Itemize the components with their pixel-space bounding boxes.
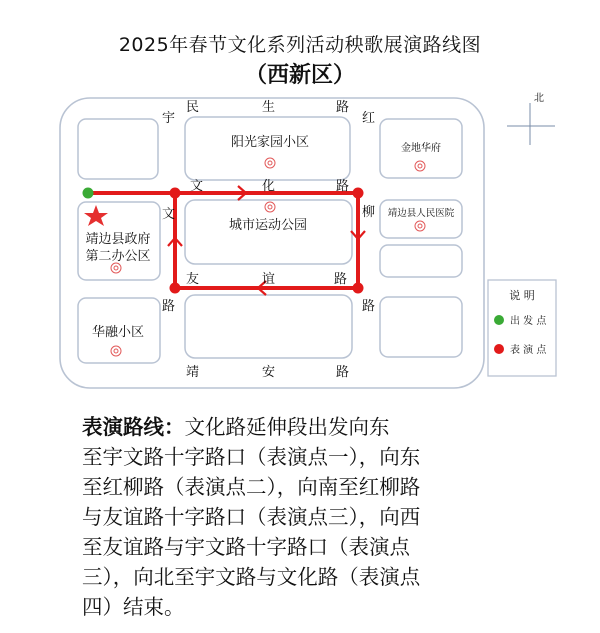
road-label: 路	[336, 179, 350, 194]
description-text: 文化路延伸段出发向东	[184, 415, 390, 439]
road-label: 路	[162, 299, 176, 314]
map-title: 2025年春节文化系列活动秧歌展演路线图	[118, 34, 482, 56]
place-label-huarong: 华融小区	[91, 325, 145, 340]
road-label: 红	[362, 111, 376, 126]
description-line: 至宇文路十字路口（表演点一），向东	[82, 445, 421, 469]
road-label: 生	[262, 100, 276, 115]
compass-icon	[507, 92, 555, 145]
road-label: 文	[190, 179, 204, 194]
block	[78, 119, 158, 179]
description-line: 至红柳路（表演点二），向南至红柳路	[82, 475, 421, 499]
road-label: 靖	[186, 365, 200, 380]
description-line: 至友谊路与宇文路十字路口（表演点	[82, 535, 410, 559]
road-label: 安	[262, 365, 276, 380]
legend-perform-swatch	[494, 344, 504, 354]
road-label: 化	[262, 179, 276, 194]
legend	[488, 280, 556, 376]
road-label: 路	[336, 100, 350, 115]
road-label: 友	[186, 272, 200, 287]
description-heading: 表演路线：	[82, 415, 185, 439]
place-label-zhengfu-2: 第二办公区	[85, 249, 151, 264]
place-label-gongyuan: 城市运动公园	[228, 218, 308, 233]
start-point	[83, 188, 94, 199]
place-label-jindi: 金地华府	[401, 143, 441, 154]
description-line: 与友谊路十字路口（表演点三），向西	[82, 505, 421, 529]
road-label: 宇	[162, 111, 176, 126]
legend-start-swatch	[494, 315, 504, 325]
description-line: 三），向北至宇文路与文化路（表演点	[82, 565, 421, 589]
road-label: 文	[162, 207, 176, 222]
block-yiyuan	[380, 200, 462, 238]
road-label: 路	[334, 272, 348, 287]
road-label: 路	[336, 365, 350, 380]
road-label: 民	[186, 100, 200, 115]
performance-point-1	[170, 188, 181, 199]
performance-point-4	[170, 283, 181, 294]
legend-start-label: 出 发 点	[510, 316, 547, 327]
block	[380, 297, 462, 357]
performance-point-3	[353, 283, 364, 294]
map-subtitle: （西新区）	[244, 63, 355, 88]
performance-point-2	[353, 188, 364, 199]
road-label: 柳	[362, 205, 376, 220]
description-line: 四）结束。	[82, 595, 185, 619]
place-label-yiyuan: 靖边县人民医院	[387, 208, 455, 219]
block	[185, 295, 352, 358]
road-label: 谊	[262, 272, 276, 287]
compass-north-label: 北	[534, 93, 544, 104]
place-label-yangguang: 阳光家园小区	[230, 135, 310, 150]
road-label: 路	[362, 299, 376, 314]
route-description	[82, 412, 522, 622]
legend-perform-label: 表 演 点	[510, 345, 547, 356]
legend-title: 说 明	[509, 289, 535, 302]
description-line	[82, 412, 522, 442]
place-label-zhengfu-1: 靖边县政府	[85, 232, 151, 247]
block	[380, 245, 462, 277]
